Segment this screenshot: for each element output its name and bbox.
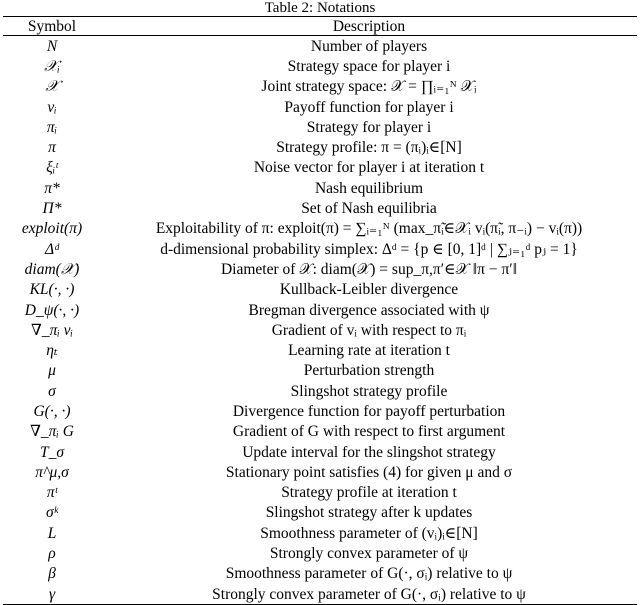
table-row <box>3 462 637 482</box>
symbol-column-header: Symbol <box>3 17 101 36</box>
symbol-cell: γ <box>3 584 101 605</box>
description-cell: Learning rate at iteration t <box>288 342 450 360</box>
description-cell: d-dimensional probability simplex: Δᵈ = {p ∈ [0, 1]ᵈ | ∑ⱼ₌₁ᵈ pⱼ = 1} <box>160 240 578 258</box>
symbol-cell: σᵏ <box>45 504 58 522</box>
symbol-cell: π <box>48 139 56 157</box>
table-row <box>3 178 637 198</box>
description-cell: Strongly convex parameter of G(·, σᵢ) relative to ψ <box>101 584 637 605</box>
symbol-cell: πᵗ <box>46 484 58 502</box>
table-row <box>3 158 637 178</box>
table-row <box>3 401 637 421</box>
description-cell: Strongly convex parameter of ψ <box>269 545 469 563</box>
symbol-cell: 𝒳 <box>45 78 59 96</box>
table-header-row <box>3 17 637 36</box>
symbol-cell: T_σ <box>39 443 64 461</box>
table-row <box>3 523 637 543</box>
table-row <box>3 381 637 401</box>
description-cell: Set of Nash equilibria <box>301 200 437 218</box>
table-row <box>3 442 637 462</box>
table-row <box>3 259 637 279</box>
table-row <box>3 280 637 300</box>
description-cell: Stationary point satisfies (4) for given μ and σ <box>225 463 513 481</box>
symbol-cell: σ <box>48 382 56 400</box>
symbol-cell: ∇_πᵢ vᵢ <box>31 321 73 339</box>
table-row <box>3 340 637 360</box>
symbol-cell: ρ <box>48 545 56 563</box>
symbol-cell: ξᵢᵗ <box>46 159 58 177</box>
symbol-cell: μ <box>48 362 56 380</box>
symbol-cell: π* <box>44 179 60 197</box>
table-row <box>3 36 637 57</box>
description-cell: Slingshot strategy after k updates <box>265 504 473 522</box>
table-row <box>3 503 637 523</box>
description-cell: Exploitability of π: exploit(π) = ∑ᵢ₌₁ᴺ (max_π̃ᵢ∈𝒳ᵢ vᵢ(π̃ᵢ, π₋ᵢ) − vᵢ(π)) <box>155 220 583 238</box>
symbol-cell: ∇_πᵢ G <box>30 423 74 441</box>
symbol-cell: N <box>46 37 58 55</box>
symbol-cell: Δᵈ <box>45 240 59 258</box>
description-cell: Gradient of vᵢ with respect to πᵢ <box>271 321 467 339</box>
description-cell: Divergence function for payoff perturbation <box>232 402 506 420</box>
symbol-cell: vᵢ <box>47 98 57 116</box>
symbol-cell: exploit(π) <box>21 220 83 238</box>
table-caption: Table 2: Notations <box>264 0 376 16</box>
symbol-cell: β <box>48 565 56 583</box>
description-cell: Number of players <box>310 37 428 55</box>
symbol-cell: D_ψ(·, ·) <box>24 301 80 319</box>
symbol-cell: ηₜ <box>46 342 58 360</box>
description-cell: Joint strategy space: 𝒳 = ∏ᵢ₌₁ᴺ 𝒳ᵢ <box>261 78 477 96</box>
table-row <box>3 137 637 157</box>
description-cell: Payoff function for player i <box>284 98 454 116</box>
symbol-cell: diam(𝒳) <box>24 260 80 278</box>
description-cell: Perturbation strength <box>303 362 435 380</box>
description-column-header: Description <box>101 17 637 36</box>
description-cell: Smoothness parameter of G(·, σᵢ) relative to ψ <box>225 565 513 583</box>
table-row <box>3 239 637 259</box>
table-row <box>3 219 637 239</box>
symbol-cell: Π* <box>42 200 62 218</box>
table-row <box>3 483 637 503</box>
table-row <box>3 543 637 563</box>
symbol-cell: 𝒳ᵢ <box>44 57 60 75</box>
description-cell: Smoothness parameter of (vᵢ)ᵢ∈[N] <box>260 524 478 542</box>
description-cell: Slingshot strategy profile <box>290 382 448 400</box>
notations-table <box>3 16 637 605</box>
symbol-cell: KL(·, ·) <box>29 281 75 299</box>
table-row <box>3 564 637 584</box>
table-row <box>3 198 637 218</box>
description-cell: Update interval for the slingshot strategy <box>242 443 496 461</box>
symbol-cell: π^μ,σ <box>35 463 69 481</box>
table-row <box>3 77 637 97</box>
table-row <box>3 117 637 137</box>
description-cell: Kullback-Leibler divergence <box>279 281 459 299</box>
description-cell: Gradient of G with respect to first argument <box>232 423 506 441</box>
table-row <box>3 97 637 117</box>
table-row <box>3 56 637 76</box>
description-cell: Nash equilibrium <box>314 179 424 197</box>
symbol-cell: πᵢ <box>46 118 58 136</box>
table-body <box>3 36 637 605</box>
description-cell: Strategy for player i <box>306 118 432 136</box>
table-row <box>3 361 637 381</box>
description-cell: Bregman divergence associated with ψ <box>248 301 490 319</box>
description-cell: Strategy profile at iteration t <box>281 484 457 502</box>
table-row <box>3 320 637 340</box>
symbol-cell: G(·, ·) <box>33 402 71 420</box>
description-cell: Noise vector for player i at iteration t <box>253 159 485 177</box>
description-cell: Diameter of 𝒳: diam(𝒳) = sup_π,π′∈𝒳 ‖π − π′‖ <box>220 260 518 278</box>
table-row <box>3 300 637 320</box>
table-row <box>3 422 637 442</box>
symbol-cell: L <box>47 524 57 542</box>
description-cell: Strategy profile: π = (πᵢ)ᵢ∈[N] <box>276 139 462 157</box>
description-cell: Strategy space for player i <box>287 57 451 75</box>
